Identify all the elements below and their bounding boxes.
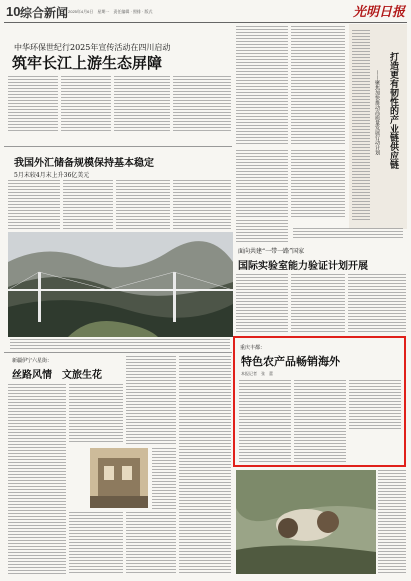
- chongqing-byline: 本报记者 张 蕾: [241, 371, 273, 376]
- silk-kicker: 新疆伊宁六星街：: [12, 358, 53, 364]
- divider-1: [4, 146, 232, 147]
- upper-right-col-3: [236, 150, 288, 218]
- lab-col-2: [291, 274, 345, 332]
- silk-photo-illustration: [90, 448, 148, 508]
- upper-right-col-2: [291, 26, 345, 146]
- upper-right-col-4: [291, 150, 345, 218]
- date-line: 2025年4月6日 星期一 责任编辑 · 照排 · 版式: [68, 9, 153, 14]
- page-number: 10: [6, 4, 21, 19]
- silk-col-2: [69, 384, 123, 444]
- yangtze-col-1: [8, 76, 58, 132]
- reserves-headline: 我国外汇储备规模保持基本稳定: [14, 158, 154, 169]
- mid-col-text: [236, 220, 288, 244]
- yangtze-headline: 筑牢长江上游生态屏障: [12, 54, 163, 72]
- reserves-subhead: 5月末较4月末上升36亿美元: [14, 172, 90, 179]
- farm-photo-illustration: [236, 470, 376, 574]
- side-column-text: [352, 30, 370, 220]
- silk-col-3: [69, 512, 123, 574]
- silk-headline: 丝路风情 文旅生花: [12, 370, 102, 381]
- photo-caption-text: [10, 339, 230, 349]
- chongqing-col-3: [349, 380, 401, 430]
- silk-photo: [90, 448, 148, 508]
- bridge-photo: [8, 232, 233, 337]
- silk-col-5: [152, 448, 176, 510]
- side-continuation-text: [293, 228, 403, 240]
- silk-col-4: [126, 356, 176, 446]
- silk-col-1: [8, 384, 66, 574]
- farm-photo: [236, 470, 376, 574]
- chongqing-col-2: [294, 380, 346, 462]
- silk-col-7: [179, 356, 231, 574]
- reserves-col-4: [173, 180, 231, 230]
- side-column-subhead: ——聚焦加快推动高质量发展行动计划: [374, 70, 380, 155]
- lab-headline: 国际实验室能力验证计划开展: [238, 261, 368, 272]
- reserves-col-2: [63, 180, 113, 230]
- yangtze-col-4: [173, 76, 231, 132]
- yangtze-kicker: 中华环保世纪行2025年宣传活动在四川启动: [14, 43, 171, 52]
- upper-right-col-1: [236, 26, 288, 146]
- bridge-illustration: [8, 232, 233, 337]
- chongqing-kicker: 重庆丰都：: [240, 345, 266, 351]
- divider-2: [4, 352, 232, 353]
- side-column-headline: 打造更有韧性的产业链供应链: [388, 52, 398, 169]
- lab-col-1: [236, 274, 288, 332]
- yangtze-col-3: [114, 76, 170, 132]
- chongqing-col-1: [239, 380, 291, 462]
- reserves-col-1: [8, 180, 60, 230]
- header-rule: [4, 22, 407, 23]
- silk-col-6: [126, 512, 176, 574]
- chongqing-headline: 特色农产品畅销海外: [241, 355, 340, 368]
- bottom-right-text: [378, 470, 406, 574]
- masthead-logo: 光明日报: [352, 5, 405, 20]
- section-title: 综合新闻: [20, 6, 69, 20]
- lab-kicker: 面向共建“一带一路”国家: [238, 248, 305, 255]
- yangtze-col-2: [61, 76, 111, 132]
- lab-col-3: [348, 274, 406, 332]
- reserves-col-3: [116, 180, 170, 230]
